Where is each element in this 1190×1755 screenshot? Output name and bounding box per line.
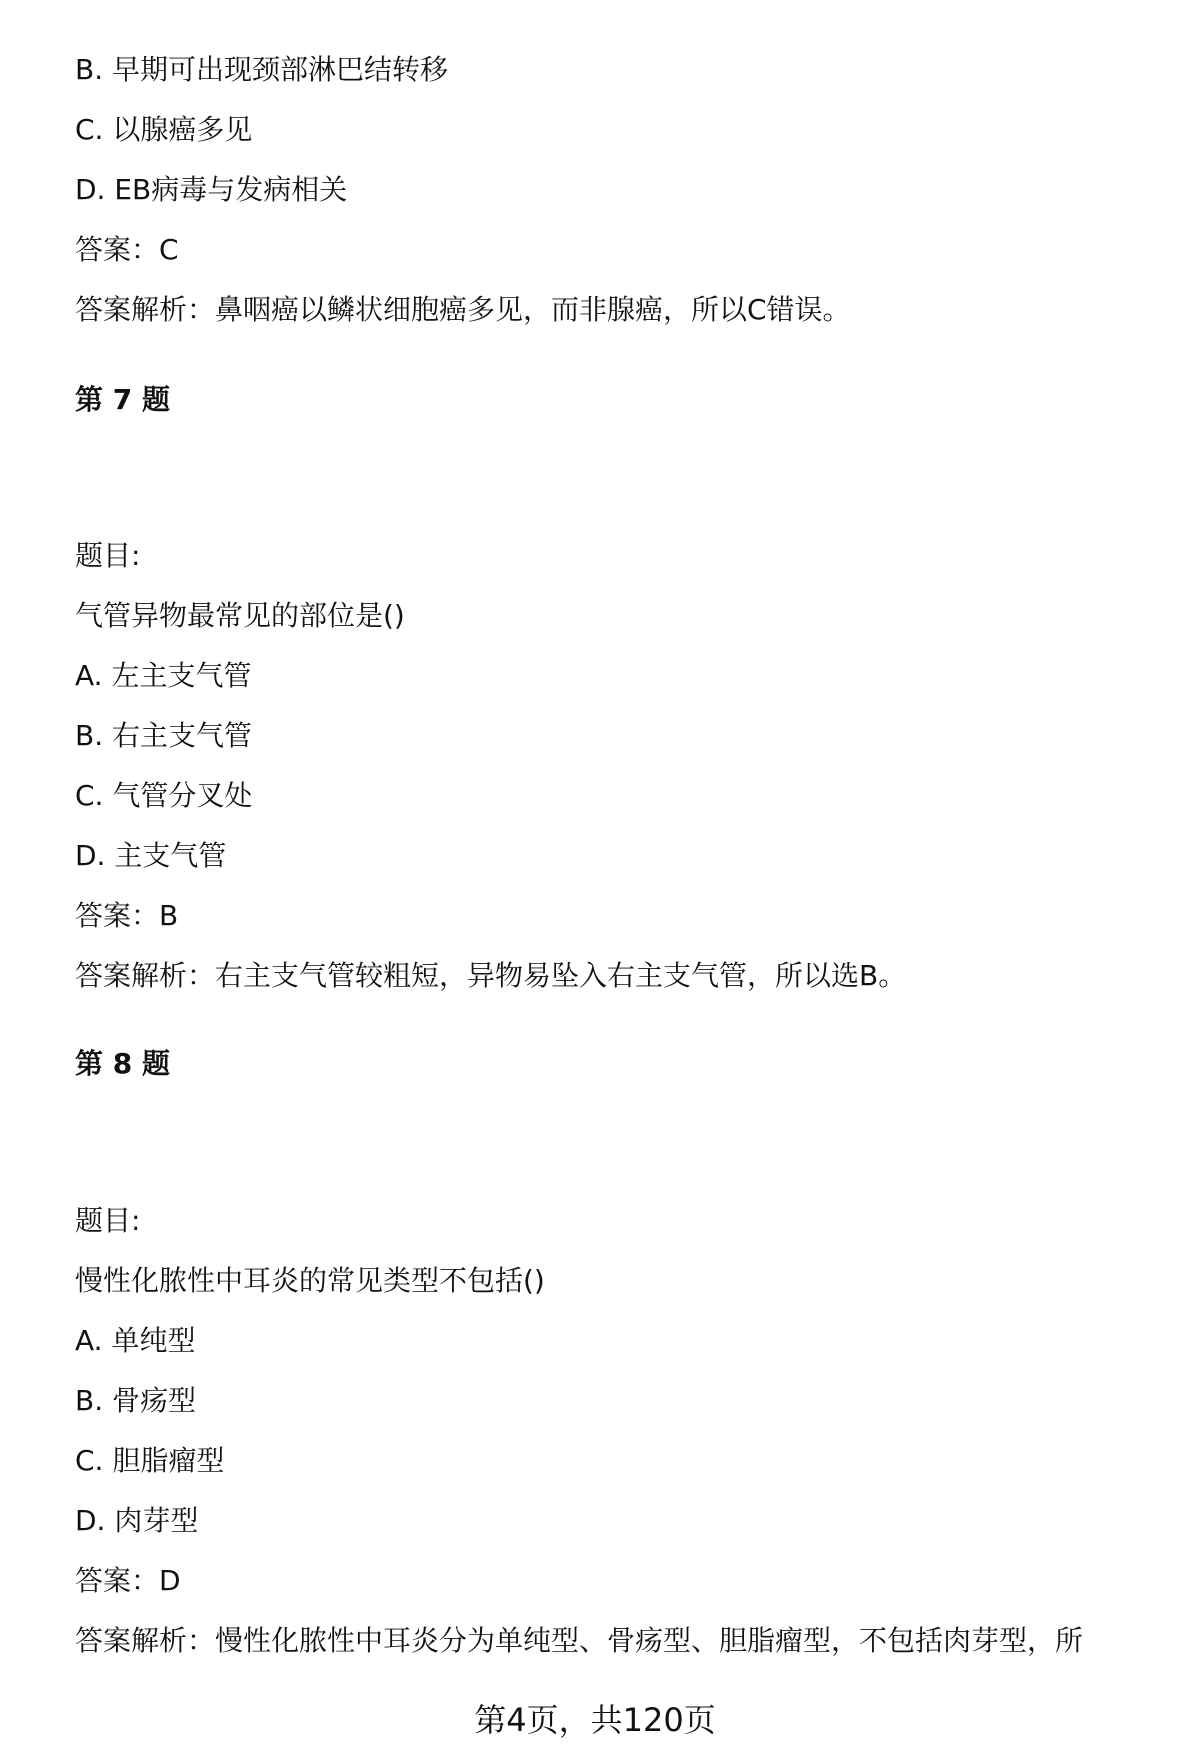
q7-heading: 第 7 题: [75, 383, 170, 416]
q7-option-a: A. 左主支气管: [75, 659, 252, 692]
q6-explanation: 答案解析：鼻咽癌以鳞状细胞癌多见，而非腺癌，所以C错误。: [75, 293, 851, 326]
q8-label: 题目:: [75, 1204, 141, 1237]
q7-answer: 答案：B: [75, 899, 179, 932]
q8-option-a: A. 单纯型: [75, 1324, 196, 1357]
q6-option-b: B. 早期可出现颈部淋巴结转移: [75, 53, 449, 86]
q6-option-c: C. 以腺癌多见: [75, 113, 253, 146]
q8-answer: 答案：D: [75, 1564, 181, 1597]
q8-option-d: D. 肉芽型: [75, 1504, 199, 1537]
q8-stem: 慢性化脓性中耳炎的常见类型不包括(): [75, 1264, 545, 1297]
q8-option-b: B. 骨疡型: [75, 1384, 197, 1417]
q7-option-c: C. 气管分叉处: [75, 779, 253, 812]
q7-label: 题目:: [75, 539, 141, 572]
q8-heading: 第 8 题: [75, 1047, 170, 1080]
q7-explanation: 答案解析：右主支气管较粗短，异物易坠入右主支气管，所以选B。: [75, 959, 907, 992]
page-number-footer: 第4页，共120页: [474, 1701, 716, 1739]
q7-option-b: B. 右主支气管: [75, 719, 253, 752]
q7-option-d: D. 主支气管: [75, 839, 227, 872]
q8-explanation: 答案解析：慢性化脓性中耳炎分为单纯型、骨疡型、胆脂瘤型，不包括肉芽型，所: [75, 1624, 1084, 1657]
q6-option-d: D. EB病毒与发病相关: [75, 173, 348, 206]
q6-answer: 答案：C: [75, 233, 179, 266]
q7-stem: 气管异物最常见的部位是(): [75, 599, 405, 632]
q8-option-c: C. 胆脂瘤型: [75, 1444, 225, 1477]
